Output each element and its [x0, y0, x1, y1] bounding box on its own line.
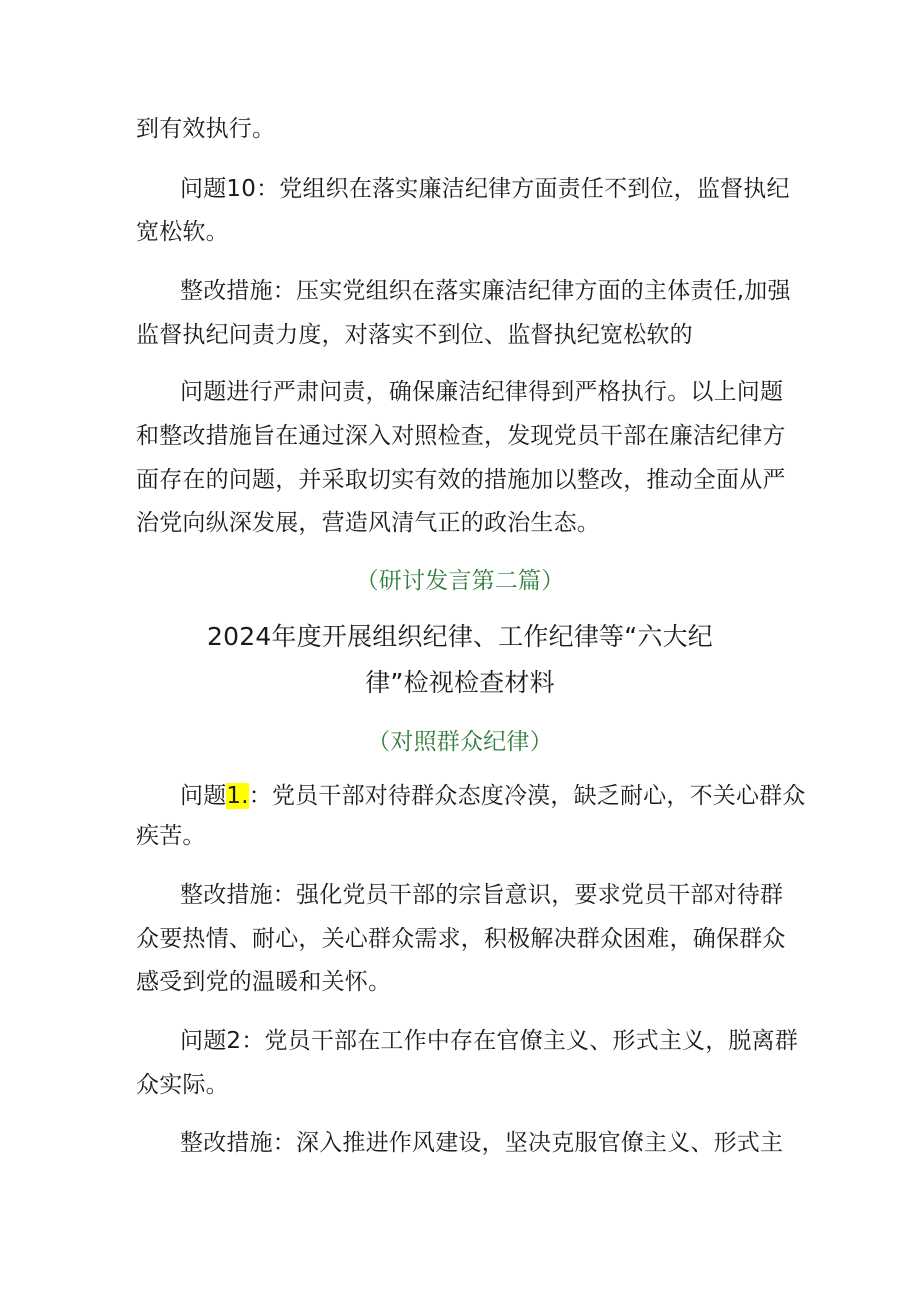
problem-2-line: 问题2：党员干部在工作中存在官僚主义、形式主义，脱离群	[180, 1028, 799, 1054]
document-title-line-1: 2024年度开展组织纪律、工作纪律等“六大纪	[207, 622, 713, 651]
paragraph-line: 疾苦。	[136, 823, 206, 849]
document-title-line-2: 律”检视检查材料	[365, 668, 555, 697]
paragraph-line: 和整改措施旨在通过深入对照检查，发现党员干部在廉洁纪律方	[136, 423, 786, 449]
paragraph-line: 众要热情、耐心，关心群众需求，积极解决群众困难，确保群众	[136, 926, 786, 952]
problem-1-line	[180, 781, 806, 811]
paragraph-line: 面存在的问题，并采取切实有效的措施加以整改，推动全面从严	[136, 467, 786, 493]
problem-10-line: 问题10：党组织在落实廉洁纪律方面责任不到位，监督执纪	[180, 176, 790, 202]
measure-line: 整改措施：强化党员干部的宗旨意识，要求党员干部对待群	[180, 882, 784, 908]
subsection-label: （对照群众纪律）	[367, 729, 553, 755]
paragraph-line: 治党向纵深发展，营造风清气正的政治生态。	[136, 510, 600, 536]
paragraph-line: 问题进行严肃问责，确保廉洁纪律得到严格执行。以上问题	[180, 379, 784, 405]
measure-line: 整改措施：压实党组织在落实廉洁纪律方面的主体责任,加强	[180, 278, 791, 304]
problem-prefix: 问题	[180, 783, 227, 809]
highlighted-number: 1.	[226, 783, 249, 809]
paragraph-line: 到有效执行。	[136, 116, 276, 142]
paragraph-line: 宽松软。	[136, 219, 229, 245]
paragraph-line: 监督执纪问责力度，对落实不到位、监督执纪宽松软的	[136, 322, 693, 348]
measure-line: 整改措施：深入推进作风建设，坚决克服官僚主义、形式主	[180, 1130, 784, 1156]
section-label: （研讨发言第二篇）	[355, 568, 565, 594]
paragraph-line: 感受到党的温暖和关怀。	[136, 969, 392, 995]
problem-text: ：党员干部对待群众态度冷漠，缺乏耐心，不关心群众	[248, 783, 806, 809]
paragraph-line: 众实际。	[136, 1072, 229, 1098]
